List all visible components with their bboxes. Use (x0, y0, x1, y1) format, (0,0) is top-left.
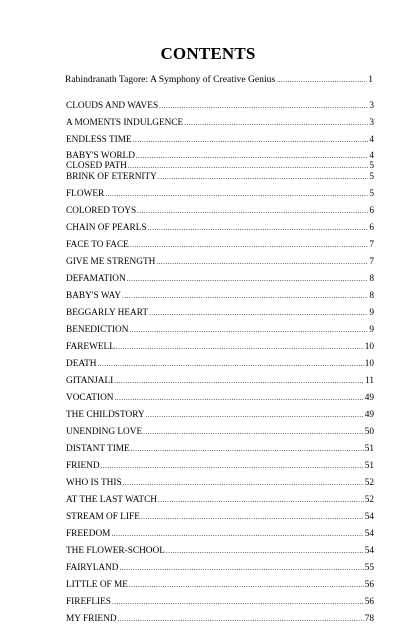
dot-leader (137, 205, 368, 217)
toc-page-number: 51 (364, 444, 374, 454)
toc-entry-title: BEGGARLY HEART (66, 308, 149, 318)
toc-row[interactable] (66, 375, 374, 387)
toc-row[interactable] (66, 290, 374, 302)
toc-page-number: 52 (364, 478, 374, 488)
toc-entry-title: CLOUDS AND WAVES (66, 101, 159, 111)
toc-row[interactable] (66, 409, 374, 421)
toc-row[interactable] (66, 426, 374, 438)
dot-leader (148, 222, 369, 234)
dot-leader (166, 545, 364, 557)
toc-entry-title: GIVE ME STRENGTH (66, 257, 156, 267)
toc-entry-title: FAREWELL (66, 342, 115, 352)
dot-leader (128, 161, 368, 171)
toc-entry-title: THE CHILDSTORY (66, 410, 145, 420)
dot-leader (276, 73, 367, 87)
dot-leader (184, 117, 368, 129)
dot-leader (101, 460, 364, 472)
toc-row[interactable] (66, 222, 374, 234)
toc-entry-title: STREAM OF LIFE (66, 512, 140, 522)
dot-leader (120, 562, 364, 574)
dot-leader (143, 426, 364, 438)
toc-row[interactable] (66, 460, 374, 472)
dot-leader (149, 307, 368, 319)
toc-entry-title: CHAIN OF PEARLS (66, 223, 147, 233)
toc-row[interactable] (66, 562, 374, 574)
dot-leader (156, 256, 368, 268)
page-title: CONTENTS (160, 44, 256, 63)
toc-entry-title: MY FRIEND (66, 614, 117, 624)
dot-leader (111, 528, 363, 540)
toc-page-number: 4 (369, 135, 374, 145)
toc-row[interactable] (66, 545, 374, 557)
toc-entry-title: DEFAMATION (66, 274, 126, 284)
toc-entry-title: WHO IS THIS (66, 478, 122, 488)
toc-page-number: 8 (369, 291, 374, 301)
toc-page-number: 78 (364, 614, 374, 624)
toc-page-number: 6 (369, 223, 374, 233)
toc-row[interactable] (66, 494, 374, 506)
toc-row[interactable] (66, 596, 374, 608)
toc-entry-title: FREEDOM (66, 529, 111, 539)
toc-row[interactable] (66, 579, 374, 591)
dot-leader (130, 239, 368, 251)
toc-page-number: 6 (369, 206, 374, 216)
toc-row[interactable] (66, 151, 374, 161)
toc-entry-title: ENDLESS TIME (66, 135, 132, 145)
toc-entry-title: AT THE LAST WATCH (66, 495, 157, 505)
toc-entry-title: COLORED TOYS (66, 206, 137, 216)
toc-entry-title: DEATH (66, 359, 97, 369)
toc-page-number: 55 (364, 563, 374, 573)
dot-leader (146, 409, 364, 421)
toc-entry-title: Rabindranath Tagore: A Symphony of Creative Genius (65, 74, 276, 85)
toc-page-number: 3 (369, 101, 374, 111)
toc-entry-title: FLOWER (66, 189, 105, 199)
toc-row[interactable] (66, 358, 374, 370)
dot-leader (158, 494, 364, 506)
dot-leader (130, 324, 369, 336)
dot-leader (123, 477, 364, 489)
toc-page-number: 9 (369, 325, 374, 335)
dot-leader (136, 151, 368, 161)
toc-entry-title: BABY'S WORLD (66, 151, 135, 161)
toc-entry-title: CLOSED PATH (66, 161, 127, 171)
toc-page-number: 1 (368, 74, 373, 85)
toc-page-number: 51 (364, 461, 374, 471)
dot-leader (122, 290, 368, 302)
toc-row[interactable] (66, 117, 374, 129)
dot-leader (116, 341, 364, 353)
toc-entry-title: FIREFLIES (66, 597, 111, 607)
toc-page-number: 56 (364, 580, 374, 590)
dot-leader (158, 171, 368, 183)
dot-leader (141, 511, 364, 523)
toc-entry-title: GITANJALI (66, 376, 114, 386)
toc-entry-title: BABY'S WAY (66, 291, 122, 301)
toc-page-number: 11 (365, 376, 374, 386)
dot-leader (114, 375, 364, 387)
toc-row[interactable] (66, 100, 374, 112)
dot-leader (112, 596, 364, 608)
toc-page-number: 3 (369, 118, 374, 128)
toc-row[interactable] (66, 256, 374, 268)
toc-entry-title: DISTANT TIME (66, 444, 130, 454)
toc-entry-title: THE FLOWER-SCHOOL (66, 546, 165, 556)
toc-row[interactable] (66, 161, 374, 171)
toc-row[interactable] (66, 205, 374, 217)
toc-page-number: 9 (369, 308, 374, 318)
toc-page-number: 5 (369, 172, 374, 182)
toc-entry-title: LITTLE OF ME (66, 580, 128, 590)
toc-row[interactable] (66, 188, 374, 200)
toc-page-number: 8 (369, 274, 374, 284)
toc-row[interactable] (66, 171, 374, 183)
dot-leader (127, 273, 369, 285)
toc-page-number: 56 (364, 597, 374, 607)
toc-page-number: 52 (364, 495, 374, 505)
toc-entry-title: FRIEND (66, 461, 100, 471)
toc-row[interactable] (66, 341, 374, 353)
toc-page-number: 54 (364, 529, 374, 539)
toc-page-number: 49 (364, 393, 374, 403)
toc-page-number: 7 (369, 257, 374, 267)
dot-leader (133, 134, 369, 146)
toc-page-number: 7 (369, 240, 374, 250)
toc-page-number: 5 (369, 189, 374, 199)
dot-leader (97, 358, 363, 370)
toc-row[interactable] (66, 324, 374, 336)
toc-row[interactable] (66, 443, 374, 455)
toc-row[interactable] (66, 613, 374, 625)
toc-page-number: 10 (364, 359, 374, 369)
toc-page-number: 5 (369, 161, 374, 171)
toc-entry-title: FACE TO FACE (66, 240, 129, 250)
toc-page-number: 4 (369, 151, 374, 161)
toc-entry-title: VOCATION (66, 393, 114, 403)
dot-leader (129, 579, 364, 591)
toc-row[interactable] (66, 511, 374, 523)
toc-page-number: 10 (364, 342, 374, 352)
dot-leader (105, 188, 368, 200)
toc-row[interactable] (66, 392, 374, 404)
toc-list (66, 100, 374, 630)
dot-leader (159, 100, 368, 112)
toc-page-number: 49 (364, 410, 374, 420)
toc-row[interactable] (66, 528, 374, 540)
toc-row[interactable] (66, 134, 374, 146)
toc-page-number: 50 (364, 427, 374, 437)
dot-leader (131, 443, 364, 455)
toc-entry-title: A MOMENTS INDULGENCE (66, 118, 184, 128)
toc-intro-row[interactable] (65, 73, 373, 87)
dot-leader (118, 613, 364, 625)
toc-row[interactable] (66, 477, 374, 489)
toc-row[interactable] (66, 307, 374, 319)
toc-entry-title: BRINK OF ETERNITY (66, 172, 157, 182)
dot-leader (115, 392, 364, 404)
toc-entry-title: UNENDING LOVE (66, 427, 143, 437)
toc-row[interactable] (66, 239, 374, 251)
toc-row[interactable] (66, 273, 374, 285)
toc-page-number: 54 (364, 546, 374, 556)
toc-entry-title: FAIRYLAND (66, 563, 119, 573)
toc-entry-title: BENEDICTION (66, 325, 129, 335)
toc-page-number: 54 (364, 512, 374, 522)
